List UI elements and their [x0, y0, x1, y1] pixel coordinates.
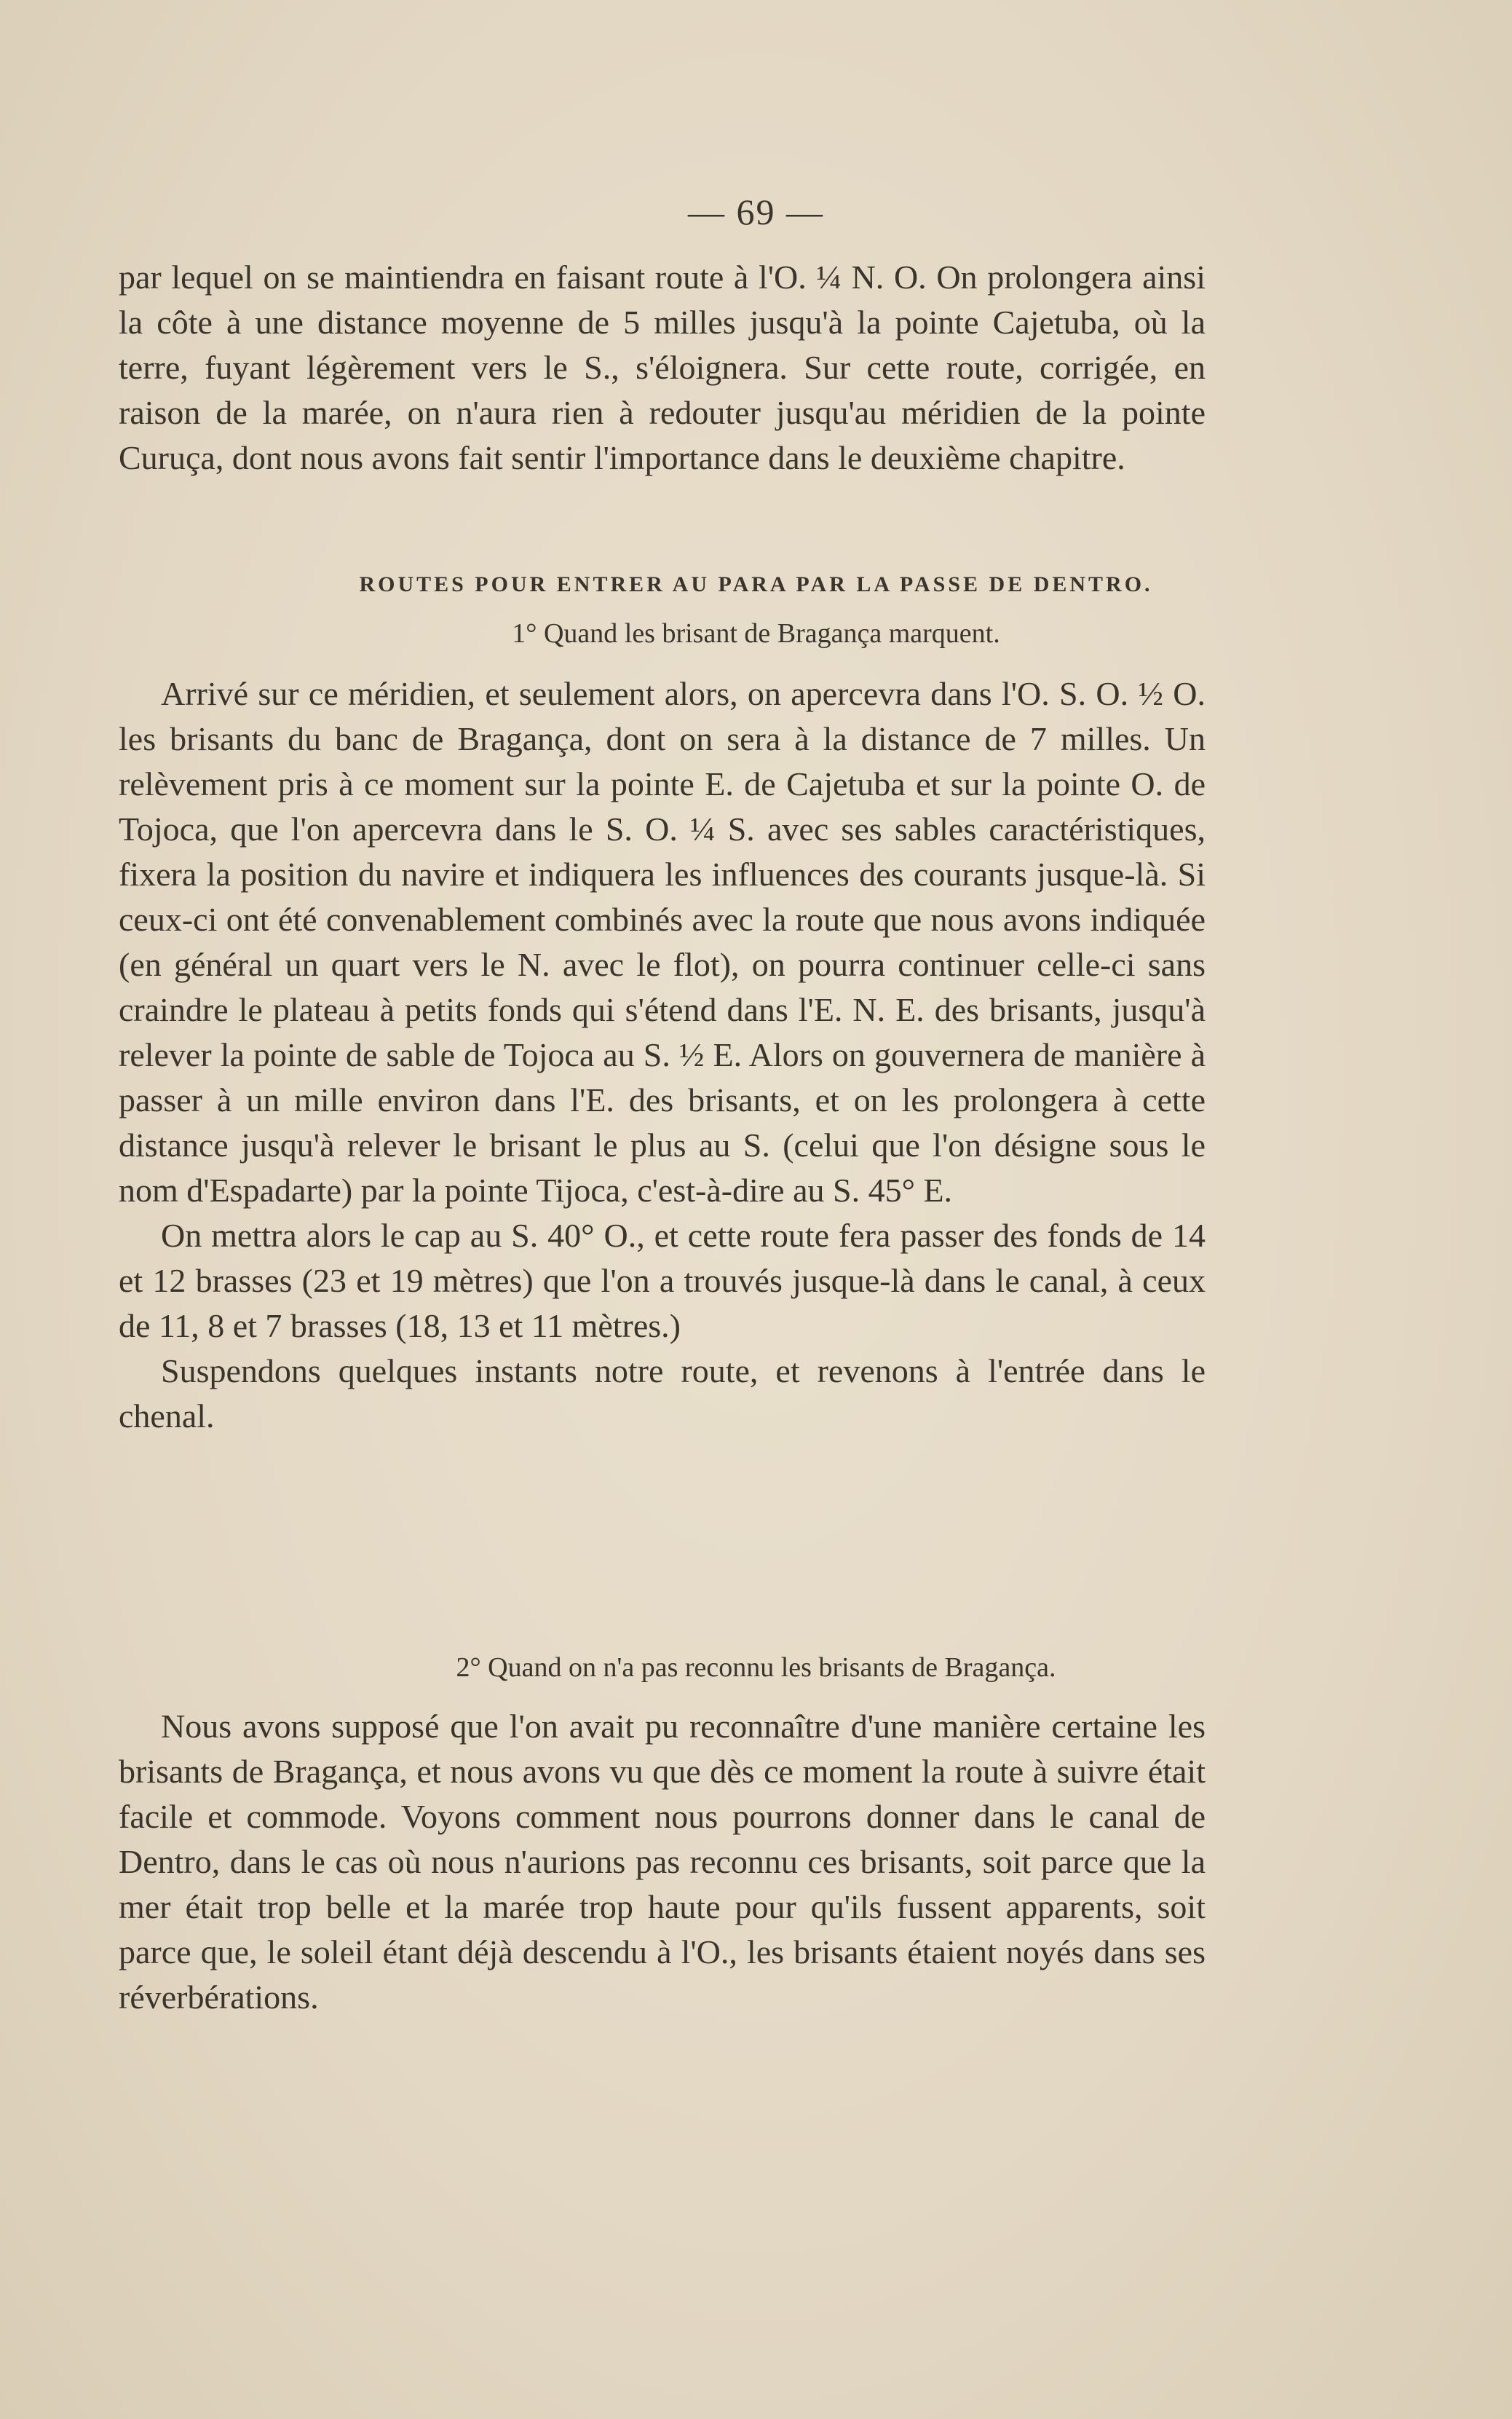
page-number: — 69 — [688, 192, 824, 232]
paragraph-block-bottom [119, 1704, 1206, 2020]
subheading-1: 1° Quand les brisant de Bragança marquent. [512, 618, 1000, 649]
paragraph: Arrivé sur ce méridien, et seulement alors, on apercevra dans l'O. S. O. ½ O. les brisants du banc de Bragança, dont on sera à la distance de 7 milles. Un relèvement pris à ce moment sur la pointe E. de Cajetuba et sur la pointe O. de Tojoca, que l'on apercevra dans le S. O. ¼ S. avec ses sables caractéristiques, fixera la position du navire et indiquera les influences des courants jusque-là. Si ceux-ci ont été convenablement combinés avec la route que nous avons indiquée (en général un quart vers le N. avec le flot), on pourra continuer celle-ci sans craindre le plateau à petits fonds qui s'étend dans l'E. N. E. des brisants, jusqu'à relever la pointe de sable de Tojoca au S. ½ E. Alors on gouvernera de manière à passer à un mille environ dans l'E. des brisants, et on les prolongera à cette distance jusqu'à relever le brisant le plus au S. (celui que l'on désigne sous le nom d'Espadarte) par la pointe Tijoca, c'est-à-dire au S. 45° E. [119, 675, 1206, 1209]
paragraph: Nous avons supposé que l'on avait pu reconnaître d'une manière certaine les brisants de Bragança, et nous avons vu que dès ce moment la route à suivre était facile et commode. Voyons comment nous pourrons donner dans le canal de Dentro, dans le cas où nous n'aurions pas reconnu ces brisants, soit parce que la mer était trop belle et la marée trop haute pour qu'ils fussent apparents, soit parce que, le soleil étant déjà descendu à l'O., les brisants étaient noyés dans ses réverbérations. [119, 1708, 1206, 2016]
paragraph-block-top [119, 255, 1206, 481]
paragraph: par lequel on se maintiendra en faisant route à l'O. ¼ N. O. On prolongera ainsi la côte à une distance moyenne de 5 milles jusqu'à la pointe Cajetuba, où la terre, fuyant légèrement vers le S., s'éloignera. Sur cette route, corrigée, en raison de la marée, on n'aura rien à redouter jusqu'au méridien de la pointe Curuça, dont nous avons fait sentir l'importance dans le deuxième chapitre. [119, 259, 1206, 476]
paragraph: On mettra alors le cap au S. 40° O., et cette route fera passer des fonds de 14 et 12 brasses (23 et 19 mètres) que l'on a trouvés jusque-là dans le canal, à ceux de 11, 8 et 7 brasses (18, 13 et 11 mètres.) [119, 1217, 1206, 1344]
section-heading: ROUTES POUR ENTRER AU PARA PAR LA PASSE DE DENTRO. [359, 572, 1153, 596]
subheading-2: 2° Quand on n'a pas reconnu les brisants de Bragança. [456, 1652, 1056, 1683]
paragraph: Suspendons quelques instants notre route, et revenons à l'entrée dans le chenal. [119, 1352, 1206, 1435]
paragraph-block-mid [119, 671, 1206, 1439]
